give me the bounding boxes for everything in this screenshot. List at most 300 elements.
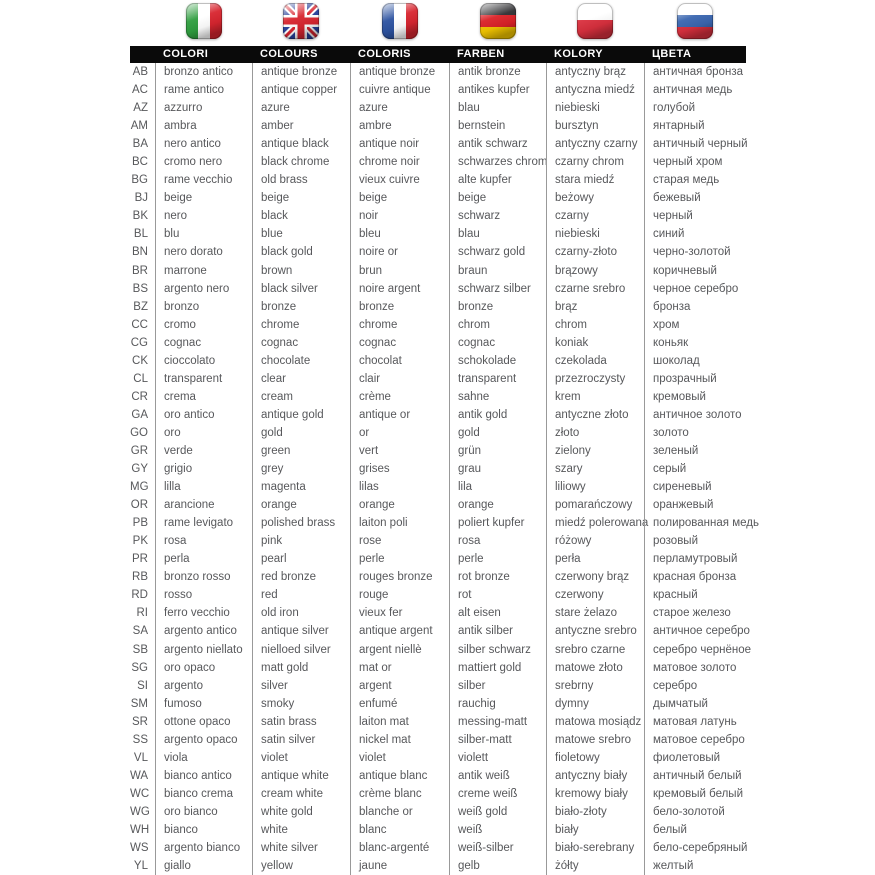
color-name-en: old iron [252, 604, 350, 622]
color-name-de: rosa [449, 532, 546, 550]
flag-cell [449, 0, 546, 39]
header-cveta: ЦВЕТА [652, 48, 692, 60]
color-name-ru: античная медь [644, 81, 746, 99]
table-row [130, 478, 746, 496]
table-row [130, 460, 746, 478]
color-name-ru: черно-золотой [644, 243, 746, 261]
color-name-pl: srebrny [546, 677, 644, 695]
color-name-fr: beige [350, 189, 449, 207]
color-name-de: bernstein [449, 117, 546, 135]
color-code: BC [132, 156, 148, 169]
color-name-fr: laiton poli [350, 514, 449, 532]
color-name-de: perle [449, 550, 546, 568]
color-name-en: antique silver [252, 622, 350, 640]
table-header-bar [130, 46, 746, 63]
color-code: YL [133, 860, 148, 873]
color-name-pl: matowe srebro [546, 731, 644, 749]
color-name-pl: czerwony [546, 586, 644, 604]
color-code: RI [136, 607, 148, 620]
color-name-pl: czarne srebro [546, 280, 644, 298]
color-name-fr: vieux fer [350, 604, 449, 622]
color-name-en: satin silver [252, 731, 350, 749]
color-name-fr: cognac [350, 334, 449, 352]
color-code: GY [131, 463, 148, 476]
flag-cell [252, 0, 350, 39]
color-name-it: arancione [155, 496, 252, 514]
color-name-de: antik bronze [449, 63, 546, 81]
table-row [130, 207, 746, 225]
color-name-pl: czarny [546, 207, 644, 225]
color-name-ru: голубой [644, 99, 746, 117]
table-row [130, 803, 746, 821]
color-name-ru: бронза [644, 298, 746, 316]
table-row [130, 695, 746, 713]
table-row [130, 189, 746, 207]
color-name-pl: szary [546, 460, 644, 478]
table-row [130, 262, 746, 280]
color-name-it: bianco antico [155, 767, 252, 785]
color-name-de: gelb [449, 857, 546, 875]
color-name-pl: beżowy [546, 189, 644, 207]
color-name-ru: белый [644, 821, 746, 839]
color-name-de: antikes kupfer [449, 81, 546, 99]
color-name-ru: полированная медь [644, 514, 746, 532]
color-name-ru: прозрачный [644, 370, 746, 388]
table-row [130, 731, 746, 749]
color-name-pl: brąz [546, 298, 644, 316]
color-code: BN [132, 246, 148, 259]
color-name-it: grigio [155, 460, 252, 478]
color-name-pl: różowy [546, 532, 644, 550]
color-code: PB [132, 517, 148, 530]
color-code: BR [132, 264, 148, 277]
color-name-en: magenta [252, 478, 350, 496]
table-row [130, 117, 746, 135]
table-row [130, 99, 746, 117]
color-code: PR [132, 553, 148, 566]
table-row [130, 550, 746, 568]
table-row [130, 424, 746, 442]
color-name-ru: шоколад [644, 352, 746, 370]
color-code: WC [130, 787, 150, 800]
color-name-it: ottone opaco [155, 713, 252, 731]
table-row [130, 81, 746, 99]
color-code: BK [132, 210, 148, 223]
color-name-en: pearl [252, 550, 350, 568]
color-name-fr: vieux cuivre [350, 171, 449, 189]
color-name-ru: перламутровый [644, 550, 746, 568]
color-name-en: clear [252, 370, 350, 388]
color-name-pl: żółty [546, 857, 644, 875]
color-name-it: oro antico [155, 406, 252, 424]
table-row [130, 135, 746, 153]
table-row [130, 749, 746, 767]
color-name-en: chocolate [252, 352, 350, 370]
table-row [130, 622, 750, 640]
color-name-ru: матовое золото [644, 659, 746, 677]
color-name-de: antik silber [449, 622, 546, 640]
color-name-en: grey [252, 460, 350, 478]
color-name-fr: crème [350, 388, 449, 406]
color-name-de: schwarz gold [449, 243, 546, 261]
color-name-fr: brun [350, 262, 449, 280]
color-name-pl: niebieski [546, 99, 644, 117]
color-code: PK [132, 535, 148, 548]
color-name-en: smoky [252, 695, 350, 713]
color-name-ru: античный белый [644, 767, 746, 785]
color-name-en: black [252, 207, 350, 225]
color-name-pl: bursztyn [546, 117, 644, 135]
color-name-de: beige [449, 189, 546, 207]
table-row [130, 821, 746, 839]
color-name-en: azure [252, 99, 350, 117]
color-name-it: cognac [155, 334, 252, 352]
color-name-pl: antyczny czarny [546, 135, 644, 153]
color-name-de: blau [449, 99, 546, 117]
color-name-fr: blanc-argenté [350, 839, 449, 857]
color-code: SA [132, 625, 148, 638]
color-name-de: gold [449, 424, 546, 442]
color-name-de: schwarz [449, 207, 546, 225]
table-row [130, 568, 746, 586]
color-name-it: nero [155, 207, 252, 225]
color-name-en: antique bronze [252, 63, 350, 81]
color-translation-sheet [130, 0, 759, 875]
color-name-de: silber schwarz [449, 641, 546, 659]
color-name-de: blau [449, 225, 546, 243]
table-row [130, 388, 746, 406]
color-name-fr: rouges bronze [350, 568, 449, 586]
color-name-it: cioccolato [155, 352, 252, 370]
color-name-pl: liliowy [546, 478, 644, 496]
color-name-ru: сиреневый [644, 478, 746, 496]
color-name-de: orange [449, 496, 546, 514]
color-name-ru: коньяк [644, 334, 746, 352]
table-row [130, 713, 746, 731]
color-name-de: mattiert gold [449, 659, 546, 677]
color-name-pl: koniak [546, 334, 644, 352]
color-name-en: red bronze [252, 568, 350, 586]
color-name-it: argento nero [155, 280, 252, 298]
flag-cell [350, 0, 449, 39]
color-name-fr: violet [350, 749, 449, 767]
color-code: OR [130, 499, 148, 512]
color-name-en: beige [252, 189, 350, 207]
color-code: GO [130, 426, 148, 439]
flags-row [130, 0, 746, 46]
color-name-en: violet [252, 749, 350, 767]
color-name-it: oro bianco [155, 803, 252, 821]
color-name-ru: серый [644, 460, 746, 478]
color-code: BA [132, 138, 148, 151]
color-code: RD [131, 589, 148, 602]
table-row [130, 604, 746, 622]
color-name-fr: antique blanc [350, 767, 449, 785]
color-name-fr: rouge [350, 586, 449, 604]
color-name-ru: бело-золотой [644, 803, 746, 821]
color-name-it: bronzo [155, 298, 252, 316]
color-name-pl: srebro czarne [546, 641, 644, 659]
color-code: WG [130, 805, 150, 818]
color-name-it: rame levigato [155, 514, 252, 532]
color-name-it: viola [155, 749, 252, 767]
color-name-pl: brązowy [546, 262, 644, 280]
table-row [130, 532, 746, 550]
color-name-ru: матовая латунь [644, 713, 746, 731]
color-name-ru: кремовый белый [644, 785, 746, 803]
color-name-fr: antique or [350, 406, 449, 424]
france-flag-icon [382, 3, 418, 39]
color-name-it: oro opaco [155, 659, 252, 677]
color-code: CG [130, 336, 148, 349]
color-name-ru: античное серебро [644, 622, 746, 640]
color-name-pl: niebieski [546, 225, 644, 243]
color-name-ru: черный [644, 207, 746, 225]
table-row [130, 406, 746, 424]
flag-cell [644, 0, 746, 39]
color-code: SM [130, 697, 148, 710]
color-name-fr: argent [350, 677, 449, 695]
color-name-it: lilla [155, 478, 252, 496]
color-name-en: bronze [252, 298, 350, 316]
color-name-en: matt gold [252, 659, 350, 677]
color-name-it: rame vecchio [155, 171, 252, 189]
color-name-it: rame antico [155, 81, 252, 99]
color-code: AZ [133, 102, 148, 115]
color-name-de: chrom [449, 316, 546, 334]
color-name-de: weiß-silber [449, 839, 546, 857]
table-row [130, 153, 746, 171]
color-name-it: rosso [155, 586, 252, 604]
color-name-ru: желтый [644, 857, 746, 875]
color-code: SR [132, 715, 148, 728]
color-name-de: messing-matt [449, 713, 546, 731]
color-code: MG [130, 481, 149, 494]
color-name-de: violett [449, 749, 546, 767]
color-name-de: alte kupfer [449, 171, 546, 189]
color-name-fr: azure [350, 99, 449, 117]
color-name-de: grün [449, 442, 546, 460]
color-code: GR [130, 444, 148, 457]
header-colours: COLOURS [260, 48, 318, 60]
color-name-it: transparent [155, 370, 252, 388]
color-name-en: gold [252, 424, 350, 442]
italy-flag-icon [186, 3, 222, 39]
color-name-fr: enfumé [350, 695, 449, 713]
color-name-fr: antique noir [350, 135, 449, 153]
color-name-pl: zielony [546, 442, 644, 460]
color-name-it: crema [155, 388, 252, 406]
color-code: RB [132, 571, 148, 584]
color-name-ru: янтарный [644, 117, 746, 135]
color-name-fr: or [350, 424, 449, 442]
color-code: BL [133, 228, 148, 241]
color-name-pl: przezroczysty [546, 370, 644, 388]
color-code: BJ [134, 192, 148, 205]
color-name-it: blu [155, 225, 252, 243]
color-name-en: amber [252, 117, 350, 135]
color-name-de: braun [449, 262, 546, 280]
color-name-fr: argent niellè [350, 641, 449, 659]
color-name-pl: czerwony brąz [546, 568, 644, 586]
color-name-fr: antique bronze [350, 63, 449, 81]
color-name-fr: bleu [350, 225, 449, 243]
color-name-ru: серебро чернёное [644, 641, 746, 659]
color-name-fr: ambre [350, 117, 449, 135]
color-code: VL [133, 751, 148, 764]
color-name-fr: chrome [350, 316, 449, 334]
color-name-en: black chrome [252, 153, 350, 171]
color-name-en: pink [252, 532, 350, 550]
color-name-de: transparent [449, 370, 546, 388]
color-name-ru: красная бронза [644, 568, 746, 586]
table-row [130, 334, 746, 352]
header-coloris: COLORIS [358, 48, 411, 60]
color-name-fr: blanche or [350, 803, 449, 821]
color-name-ru: античный черный [644, 135, 746, 153]
color-name-it: bronzo rosso [155, 568, 252, 586]
color-name-en: cream white [252, 785, 350, 803]
table-row [130, 63, 746, 81]
color-name-en: yellow [252, 857, 350, 875]
color-name-pl: antyczne złoto [546, 406, 644, 424]
color-name-it: ambra [155, 117, 252, 135]
table-row [130, 225, 746, 243]
table-body [130, 63, 759, 875]
color-name-pl: krem [546, 388, 644, 406]
color-name-de: schwarzes chrom [449, 153, 546, 171]
color-code: WS [130, 842, 149, 855]
color-name-it: bianco [155, 821, 252, 839]
color-name-ru: оранжевый [644, 496, 746, 514]
table-row [130, 839, 746, 857]
color-name-en: nielloed silver [252, 641, 350, 659]
color-name-en: silver [252, 677, 350, 695]
color-name-it: verde [155, 442, 252, 460]
table-row [130, 641, 752, 659]
table-row [130, 586, 746, 604]
color-name-de: bronze [449, 298, 546, 316]
color-name-pl: biało-złoty [546, 803, 644, 821]
header-farben: FARBEN [457, 48, 505, 60]
table-row [130, 280, 746, 298]
color-name-fr: cuivre antique [350, 81, 449, 99]
color-name-ru: фиолетовый [644, 749, 746, 767]
color-name-it: argento opaco [155, 731, 252, 749]
color-name-fr: blanc [350, 821, 449, 839]
color-name-en: red [252, 586, 350, 604]
color-name-fr: mat or [350, 659, 449, 677]
color-name-en: blue [252, 225, 350, 243]
color-name-de: grau [449, 460, 546, 478]
color-name-de: antik schwarz [449, 135, 546, 153]
table-row [130, 659, 746, 677]
color-name-fr: bronze [350, 298, 449, 316]
color-name-de: lila [449, 478, 546, 496]
color-name-pl: antyczny brąz [546, 63, 644, 81]
color-name-de: weiß gold [449, 803, 546, 821]
color-name-ru: розовый [644, 532, 746, 550]
color-name-pl: antyczne srebro [546, 622, 644, 640]
color-name-en: white [252, 821, 350, 839]
header-colori: COLORI [163, 48, 209, 60]
color-name-de: antik weiß [449, 767, 546, 785]
color-name-ru: хром [644, 316, 746, 334]
color-name-en: green [252, 442, 350, 460]
color-name-it: perla [155, 550, 252, 568]
color-name-ru: дымчатый [644, 695, 746, 713]
color-name-ru: зеленый [644, 442, 746, 460]
color-code: AM [130, 120, 148, 133]
color-code: CK [132, 354, 148, 367]
color-name-pl: czarny-złoto [546, 243, 644, 261]
color-name-pl: fioletowy [546, 749, 644, 767]
header-kolory: KOLORY [554, 48, 604, 60]
color-name-it: cromo nero [155, 153, 252, 171]
color-name-pl: stara miedź [546, 171, 644, 189]
color-name-pl: perła [546, 550, 644, 568]
color-name-de: schokolade [449, 352, 546, 370]
color-name-fr: antique argent [350, 622, 449, 640]
color-name-ru: бежевый [644, 189, 746, 207]
color-code: CL [133, 372, 148, 385]
table-row [130, 243, 746, 261]
table-row [130, 677, 746, 695]
color-name-ru: старое железо [644, 604, 746, 622]
color-name-ru: античная бронза [644, 63, 746, 81]
color-name-de: cognac [449, 334, 546, 352]
color-name-ru: матовое серебро [644, 731, 746, 749]
color-name-en: cream [252, 388, 350, 406]
color-name-pl: chrom [546, 316, 644, 334]
poland-flag-icon [577, 3, 613, 39]
color-name-en: polished brass [252, 514, 350, 532]
color-name-en: antique copper [252, 81, 350, 99]
color-name-fr: lilas [350, 478, 449, 496]
color-name-de: alt eisen [449, 604, 546, 622]
color-name-it: azzurro [155, 99, 252, 117]
color-name-pl: antyczna miedź [546, 81, 644, 99]
color-name-pl: czarny chrom [546, 153, 644, 171]
color-name-pl: matowe złoto [546, 659, 644, 677]
color-name-fr: perle [350, 550, 449, 568]
color-name-fr: orange [350, 496, 449, 514]
color-name-ru: синий [644, 225, 746, 243]
color-name-ru: старая медь [644, 171, 746, 189]
table-row [130, 857, 746, 875]
flag-cell [546, 0, 644, 39]
uk-flag-icon [283, 3, 319, 39]
color-name-fr: laiton mat [350, 713, 449, 731]
color-name-pl: matowa mosiądz [546, 713, 644, 731]
color-name-it: argento [155, 677, 252, 695]
color-name-pl: biało-serebrany [546, 839, 644, 857]
color-name-ru: античное золото [644, 406, 746, 424]
color-name-fr: nickel mat [350, 731, 449, 749]
color-code: SS [132, 733, 148, 746]
color-name-pl: antyczny biały [546, 767, 644, 785]
color-name-en: chrome [252, 316, 350, 334]
color-name-fr: grises [350, 460, 449, 478]
color-name-it: beige [155, 189, 252, 207]
color-name-de: poliert kupfer [449, 514, 546, 532]
color-name-fr: chrome noir [350, 153, 449, 171]
color-code: BG [131, 174, 148, 187]
color-name-it: bianco crema [155, 785, 252, 803]
table-row [130, 785, 746, 803]
table-row [130, 171, 746, 189]
color-name-it: fumoso [155, 695, 252, 713]
